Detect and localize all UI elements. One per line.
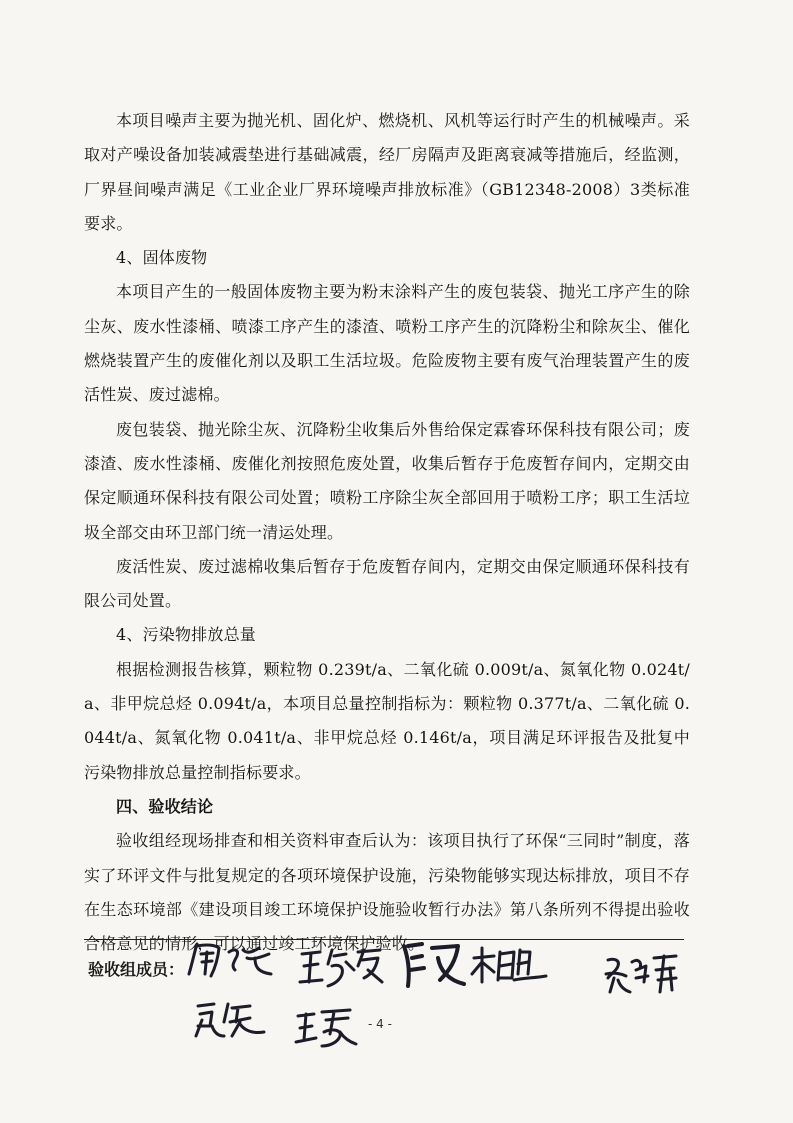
solid-waste-paragraph-2: 废包装袋、抛光除尘灰、沉降粉尘收集后外售给保定霖睿环保科技有限公司；废漆渣、废水性漆桶、废催化剂按照危废处置，收集后暂存于危废暂存间内，定期交由保定顺通环保科技有限公司处置；喷粉工序除尘灰全部回用于喷粉工序；职工生活垃圾全部交由环卫部门统一清运处理。 [84, 419, 690, 542]
signature-1 [185, 940, 277, 982]
solid-waste-paragraph-3: 废活性炭、废过滤棉收集后暂存于危废暂存间内，定期交由保定顺通环保科技有限公司处置。 [84, 556, 690, 611]
signature-6 [192, 996, 268, 1042]
signature-5 [602, 952, 684, 998]
solid-waste-heading: 4、固体废物 [116, 248, 208, 268]
signature-3 [398, 940, 468, 992]
signature-7 [294, 1006, 360, 1050]
members-label: 验收组成员： [88, 960, 185, 979]
signature-divider [84, 939, 684, 940]
signature-2 [298, 944, 388, 992]
conclusion-paragraph: 验收组经现场排查和相关资料审查后认为：该项目执行了环保“三同时”制度，落实了环评文件与批复规定的各项环境保护设施，污染物能够实现达标排放，项目不存在生态环境部《建设项目竣工环境保护设施验收暂行办法》第八条所列不得提出验收合格意见的情形，可以通过竣工环境保护验收。 [84, 831, 690, 954]
page-number: - 4 - [368, 1017, 392, 1031]
signature-4 [468, 944, 550, 988]
noise-paragraph: 本项目噪声主要为抛光机、固化炉、燃烧机、风机等运行时产生的机械噪声。采取对产噪设备加装减震垫进行基础减震，经厂房隔声及距离衰减等措施后，经监测，厂界昼间噪声满足《工业企业厂界环境噪声排放标准》（GB12348-2008）3类标准要求。 [84, 111, 690, 233]
document-body [84, 104, 690, 961]
solid-waste-paragraph-1: 本项目产生的一般固体废物主要为粉末涂料产生的废包装袋、抛光工序产生的除尘灰、废水性漆桶、喷漆工序产生的漆渣、喷粉工序产生的沉降粉尘和除灰尘、催化燃烧装置产生的废催化剂以及职工生活垃圾。危险废物主要有废气治理装置产生的废活性炭、废过滤棉。 [84, 282, 690, 405]
conclusion-heading: 四、验收结论 [116, 796, 214, 816]
total-emission-heading: 4、污染物排放总量 [116, 625, 256, 645]
total-emission-paragraph: 根据检测报告核算，颗粒物 0.239t/a、二氧化硫 0.009t/a、氮氧化物 0.024t/a、非甲烷总烃 0.094t/a，本项目总量控制指标为：颗粒物 0.377t/a、二氧化硫 0.044t/a、氮氧化物 0.041t/a、非甲烷总烃 0.146t/a，项目满足环评报告及批复中污染物排放总量控制指标要求。 [84, 659, 690, 782]
